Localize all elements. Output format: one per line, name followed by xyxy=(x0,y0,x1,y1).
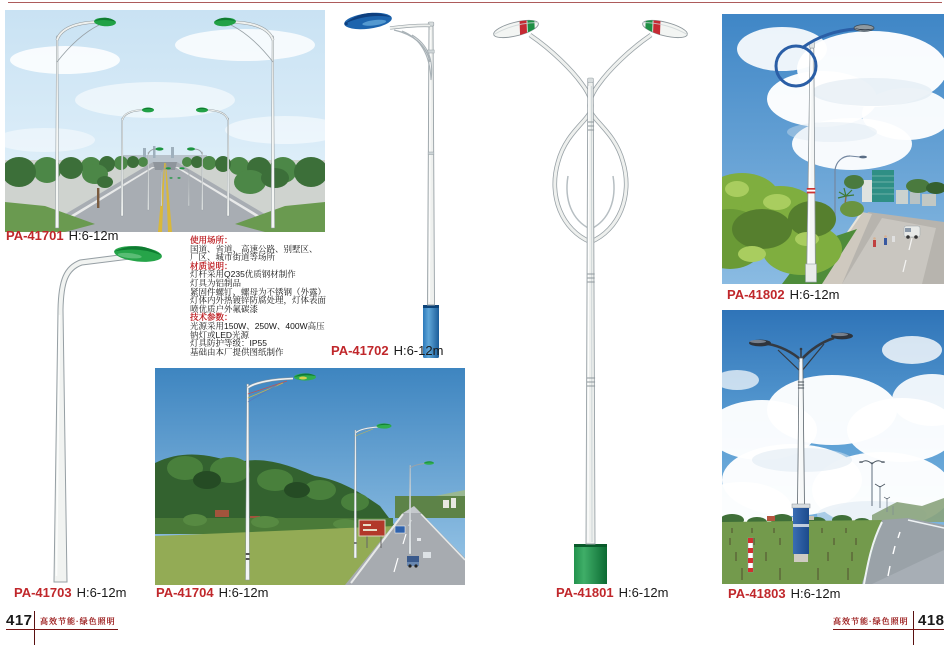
section-title: 材质说明： xyxy=(190,260,233,271)
footer-right xyxy=(833,611,944,647)
product-image-pa41704 xyxy=(155,368,465,585)
label-pa41802 xyxy=(727,287,839,303)
single-arm-blue-pole-illustration xyxy=(330,4,480,360)
page-number-left: 417 xyxy=(6,612,33,629)
product-image-pa41701 xyxy=(5,10,325,232)
lamp-head-icon xyxy=(113,244,162,264)
pole xyxy=(428,26,435,305)
lamp-head-icon xyxy=(831,333,853,340)
height-spec: H:6-12m xyxy=(790,586,841,601)
model-number: PA-41802 xyxy=(727,287,785,302)
footer-slogan: 高效节能·绿色照明 xyxy=(40,617,116,626)
top-rule xyxy=(8,2,942,3)
lamp-head-icon xyxy=(854,25,874,32)
height-spec: H:6-12m xyxy=(393,343,444,358)
footer-divider xyxy=(34,611,35,645)
lamp-head-icon xyxy=(294,373,316,380)
lamp-head-icon xyxy=(343,10,393,31)
lamp-head-icon xyxy=(491,12,541,45)
lamp-head-icon xyxy=(640,12,690,45)
footer-rule xyxy=(833,629,944,630)
label-pa41701 xyxy=(6,228,118,244)
model-number: PA-41702 xyxy=(331,343,389,358)
lamp-head-icon xyxy=(749,340,771,347)
pole xyxy=(586,82,595,544)
label-pa41702 xyxy=(331,343,443,359)
model-number: PA-41801 xyxy=(556,585,614,600)
height-spec: H:6-12m xyxy=(618,585,669,600)
section-title: 使用场所： xyxy=(190,235,233,245)
product-image-pa41802 xyxy=(722,14,944,284)
city-pole-photo-illustration xyxy=(722,14,944,284)
product-image-pa41801 xyxy=(482,4,702,586)
label-pa41704 xyxy=(156,585,268,601)
label-pa41803 xyxy=(728,586,840,602)
twin-arm-pole-photo-illustration xyxy=(722,310,944,584)
footer-left xyxy=(6,611,118,647)
model-number: PA-41803 xyxy=(728,586,786,601)
height-spec: H:6-12m xyxy=(789,287,840,302)
product-image-pa41803 xyxy=(722,310,944,584)
footer-divider xyxy=(913,611,914,645)
striped-marker-post xyxy=(748,538,753,572)
label-pa41703 xyxy=(14,585,126,601)
street-scene-illustration xyxy=(5,10,325,232)
pole-base xyxy=(574,544,607,584)
road-sign xyxy=(395,526,405,533)
pole xyxy=(54,251,150,582)
model-number: PA-41701 xyxy=(6,228,64,243)
model-number: PA-41704 xyxy=(156,585,214,600)
footer-slogan: 高效节能·绿色照明 xyxy=(833,617,909,626)
height-spec: H:6-12m xyxy=(76,585,127,600)
product-image-pa41702 xyxy=(330,4,480,360)
height-spec: H:6-12m xyxy=(218,585,269,600)
model-number: PA-41703 xyxy=(14,585,72,600)
label-pa41801 xyxy=(556,585,668,601)
footer-rule xyxy=(6,629,118,630)
double-arm-pole-illustration xyxy=(482,4,702,586)
section-title: 技术参数： xyxy=(190,312,233,323)
spec-text-block: 使用场所： 国道、省道、高速公路、别墅区、 厂区、城市街道等场所 材质说明： 灯杆采用Q235优质钢材制作 灯具为铝制品 紧固件螺钉、螺母为不锈钢（外露） 灯体内外热镀锌防腐处理，灯体表面 喷优质户外氟碳漆 技术参数： 光源采用150W、250W、400W高压 钠灯或LED光源 灯具防护等级：IP55 基础由本厂提供图纸制作 xyxy=(190,236,365,356)
highway-photo-illustration xyxy=(155,368,465,585)
page-number-right: 418 xyxy=(918,612,945,629)
pole-base xyxy=(793,508,809,554)
height-spec: H:6-12m xyxy=(68,228,119,243)
